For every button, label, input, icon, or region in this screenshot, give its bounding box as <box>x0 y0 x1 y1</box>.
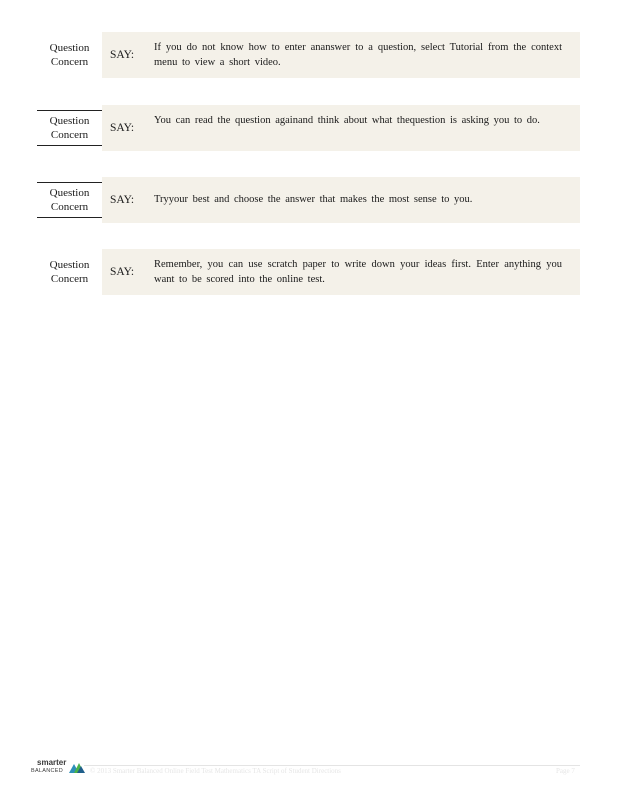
footer-page-number: Page 7 <box>556 767 575 775</box>
row-label <box>37 32 102 78</box>
say-text: You can read the question againand think about what thequestion is asking you to do. <box>154 115 540 126</box>
logo-wordmark-top: smarter <box>37 758 67 767</box>
script-row <box>37 249 580 295</box>
say-box <box>102 32 580 78</box>
say-label: SAY: <box>110 49 135 61</box>
row-label-line2: Concern <box>50 129 89 141</box>
row-label <box>37 110 102 146</box>
row-label <box>37 182 102 218</box>
smarter-balanced-logo <box>31 759 85 775</box>
row-label <box>37 249 102 295</box>
logo-wordmark-bottom: BALANCED <box>31 768 64 774</box>
row-label-line1: Question <box>49 187 90 199</box>
say-box <box>102 177 580 223</box>
say-label: SAY: <box>110 122 135 134</box>
script-row <box>37 105 580 151</box>
logo-triangle-icon <box>69 761 85 773</box>
footer-divider <box>84 765 580 766</box>
script-row <box>37 32 580 78</box>
row-label-line2: Concern <box>50 201 89 213</box>
row-label-line1: Question <box>49 115 90 127</box>
row-label-line1: Question <box>49 259 90 271</box>
row-label-line1: Question <box>49 42 90 54</box>
say-text: Tryyour best and choose the answer that makes the most sense to you. <box>154 194 473 205</box>
say-box <box>102 105 580 151</box>
footer-copyright: © 2013 Smarter Balanced Online Field Test Mathematics TA Script of Student Directions <box>90 767 341 775</box>
script-row <box>37 177 580 223</box>
say-box <box>102 249 580 295</box>
row-label-line2: Concern <box>50 56 89 68</box>
say-label: SAY: <box>110 194 135 206</box>
say-text: Remember, you can use scratch paper to write down your ideas first. Enter anything you want to be scored into the online test. <box>154 259 562 285</box>
say-label: SAY: <box>110 266 135 278</box>
say-text: If you do not know how to enter ananswer to a question, select Tutorial from the context menu to view a short video. <box>154 42 562 68</box>
row-label-line2: Concern <box>50 273 89 285</box>
